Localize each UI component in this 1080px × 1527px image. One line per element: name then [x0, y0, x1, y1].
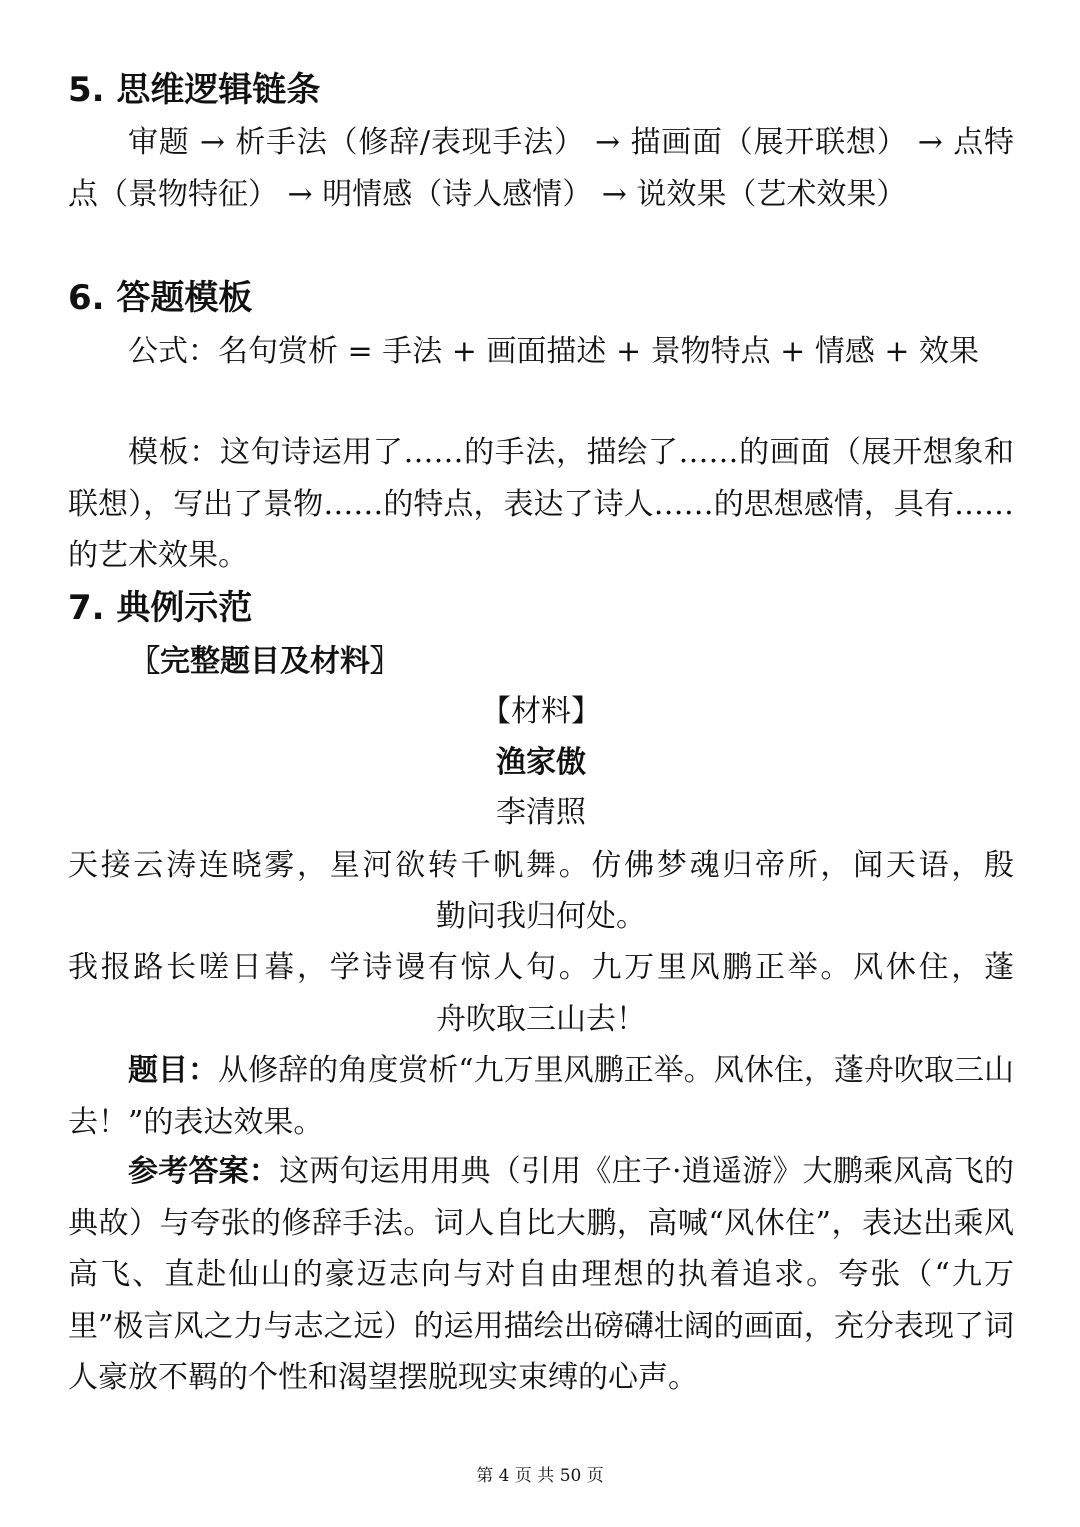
question-label: 题目： — [128, 1053, 219, 1088]
page-footer: 第 4 页 共 50 页 — [476, 1466, 604, 1486]
answer-paragraph — [68, 1146, 1014, 1404]
poem-line-2-continuation: 舟吹取三山去！ — [436, 1002, 646, 1037]
question-text: 从修辞的角度赏析“九万里风鹏正举。风休住，蓬舟吹取三山去！”的表达效果。 — [68, 1053, 1015, 1140]
question-paragraph — [68, 1045, 1014, 1148]
formula-text: 公式：名句赏析 = 手法 + 画面描述 + 景物特点 + 情感 + 效果 — [128, 334, 980, 369]
poem-author: 李清照 — [496, 795, 586, 830]
poem-line-1-continuation: 勤问我归何处。 — [436, 899, 646, 934]
answer-text: 这两句运用用典（引用《庄子·逍遥游》大鹏乘风高飞的典故）与夸张的修辞手法。词人自比大鹏，高喊“风休住”，表达出乘风高飞、直赴仙山的豪迈志向与对自由理想的执着追求。夸张（“九万里”极言风之力与志之远）的运用描绘出磅礴壮阔的画面，充分表现了词人豪放不羁的个性和渴望摆脱现实束缚的心声。 — [68, 1154, 1015, 1395]
section-6-heading: 6. 答题模板 — [68, 278, 253, 318]
complete-question-subheading: 〖完整题目及材料〗 — [130, 644, 400, 679]
poem-line-2: 我报路长嗟日暮，学诗谩有惊人句。九万里风鹏正举。风休住，蓬 — [68, 950, 1014, 985]
logic-chain-text: 审题 → 析手法（修辞/表现手法） → 描画面（展开联想） → 点特点（景物特征） → 明情感（诗人感情） → 说效果（艺术效果） — [68, 125, 1014, 212]
poem-title: 渔家傲 — [496, 745, 586, 780]
material-label: 【材料】 — [481, 694, 601, 729]
section-5-heading: 5. 思维逻辑链条 — [68, 70, 321, 110]
poem-line-1: 天接云涛连晓雾，星河欲转千帆舞。仿佛梦魂归帝所，闻天语，殷 — [68, 848, 1014, 883]
section-7-heading: 7. 典例示范 — [68, 588, 253, 628]
document-page — [68, 0, 1014, 1527]
template-text: 模板：这句诗运用了……的手法，描绘了……的画面（展开想象和联想），写出了景物……的特点，表达了诗人……的思想感情，具有……的艺术效果。 — [68, 435, 1014, 573]
answer-label: 参考答案： — [128, 1154, 280, 1189]
